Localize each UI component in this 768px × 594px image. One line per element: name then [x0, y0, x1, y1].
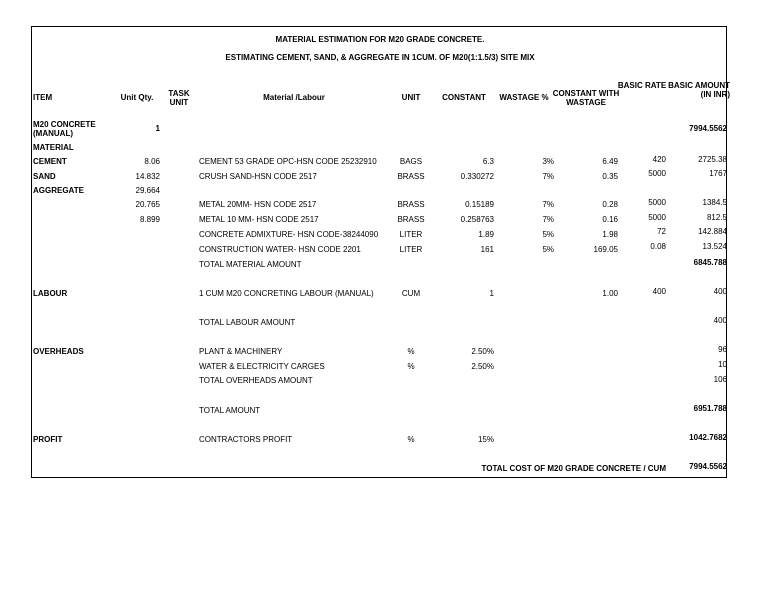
section-material: MATERIAL	[33, 143, 74, 152]
row-item: SAND	[33, 172, 56, 181]
header-constant-with-wastage: CONSTANT WITH WASTAGE	[552, 89, 620, 107]
row-unit: CUM	[401, 289, 421, 298]
row-amount: 812.5	[706, 213, 727, 222]
header-unit: UNIT	[401, 93, 421, 102]
row-constant-wastage: 6.49	[602, 157, 618, 166]
row-amount: 13.524	[702, 242, 727, 251]
row-amount: 1042.7682	[689, 433, 727, 442]
sheet-subtitle: ESTIMATING CEMENT, SAND, & AGGREGATE IN 1CUM. OF M20(1:1.5/3) SITE MIX	[225, 53, 535, 62]
row-rate: 72	[657, 227, 666, 236]
row-amount: 96	[718, 345, 727, 354]
row-amount: 142.884	[698, 227, 727, 236]
row-material: CONTRACTORS PROFIT	[199, 435, 293, 444]
row-constant-wastage: 169.05	[593, 245, 618, 254]
total-amount-label: TOTAL AMOUNT	[199, 406, 261, 415]
row-material: METAL 20MM- HSN CODE 2517	[199, 200, 317, 209]
row-material: CONCRETE ADMIXTURE- HSN CODE-38244090	[199, 230, 379, 239]
row-qty: 8.899	[139, 215, 160, 224]
row-wastage: 3%	[542, 157, 554, 166]
sheet-title: MATERIAL ESTIMATION FOR M20 GRADE CONCRETE.	[275, 35, 485, 44]
row-material: PLANT & MACHINERY	[199, 347, 283, 356]
row-constant: 0.330272	[460, 172, 494, 181]
total-material-label: TOTAL MATERIAL AMOUNT	[199, 260, 302, 269]
row-wastage: 5%	[542, 245, 554, 254]
row-wastage: 5%	[542, 230, 554, 239]
row-constant-wastage: 0.28	[602, 200, 618, 209]
row-rate: 0.08	[650, 242, 666, 251]
row-qty: 20.765	[135, 200, 160, 209]
row-qty: 8.06	[144, 157, 160, 166]
section-overheads: OVERHEADS	[33, 347, 84, 356]
row-rate: 420	[652, 155, 666, 164]
header-basic-amount: BASIC AMOUNT (IN INR)	[668, 81, 730, 99]
row-qty: 14.832	[135, 172, 160, 181]
row-material: 1 CUM M20 CONCRETING LABOUR (MANUAL)	[199, 289, 374, 298]
header-task-unit: TASK UNIT	[168, 89, 190, 107]
row-material: CEMENT 53 GRADE OPC-HSN CODE 25232910	[199, 157, 377, 166]
row-amount: 7994.5562	[689, 124, 727, 133]
row-constant: 2.50%	[471, 362, 494, 371]
row-constant-wastage: 1.00	[602, 289, 618, 298]
row-unit: BRASS	[397, 172, 425, 181]
total-labour-label: TOTAL LABOUR AMOUNT	[199, 318, 296, 327]
row-constant: 6.3	[482, 157, 494, 166]
row-rate: 400	[652, 287, 666, 296]
row-rate: 5000	[648, 213, 666, 222]
row-amount: 2725.38	[698, 155, 727, 164]
row-unit: LITER	[399, 245, 423, 254]
row-unit: BAGS	[399, 157, 423, 166]
header-unit-qty: Unit Qty.	[120, 93, 154, 102]
row-unit: BRASS	[397, 215, 425, 224]
row-constant: 15%	[477, 435, 494, 444]
grand-total-amount: 7994.5562	[689, 462, 727, 471]
row-amount: 1767	[709, 169, 727, 178]
row-constant: 0.15189	[465, 200, 494, 209]
header-basic-rate: BASIC RATE	[617, 81, 667, 90]
row-wastage: 7%	[542, 172, 554, 181]
grand-total-label: TOTAL COST OF M20 GRADE CONCRETE / CUM	[481, 464, 666, 473]
section-labour: LABOUR	[33, 289, 68, 298]
row-unit: LITER	[399, 230, 423, 239]
row-wastage: 7%	[542, 215, 554, 224]
row-qty: 1	[155, 124, 160, 133]
row-qty: 29.664	[135, 186, 160, 195]
section-profit: PROFIT	[33, 435, 63, 444]
row-constant: 1	[489, 289, 494, 298]
row-material: CONSTRUCTION WATER- HSN CODE 2201	[199, 245, 361, 254]
header-item: ITEM	[33, 93, 53, 102]
header-constant: CONSTANT	[442, 93, 486, 102]
row-rate: 5000	[648, 198, 666, 207]
total-overheads-label: TOTAL OVERHEADS AMOUNT	[199, 376, 313, 385]
row-unit: BRASS	[397, 200, 425, 209]
row-material: WATER & ELECTRICITY CARGES	[199, 362, 325, 371]
row-constant-wastage: 1.98	[602, 230, 618, 239]
row-amount: 10	[718, 360, 727, 369]
row-constant: 161	[480, 245, 494, 254]
row-constant: 0.258763	[460, 215, 494, 224]
row-wastage: 7%	[542, 200, 554, 209]
row-material: METAL 10 MM- HSN CODE 2517	[199, 215, 319, 224]
total-material-amount: 6845.788	[693, 258, 727, 267]
header-material-labour: Material /Labour	[263, 93, 325, 102]
total-amount-value: 6951.788	[693, 404, 727, 413]
row-item: AGGREGATE	[33, 186, 84, 195]
row-rate: 5000	[648, 169, 666, 178]
row-constant-wastage: 0.16	[602, 215, 618, 224]
row-constant: 2.50%	[471, 347, 494, 356]
row-amount: 1384.5	[702, 198, 727, 207]
header-wastage: WASTAGE %	[499, 93, 549, 102]
total-overheads-amount: 106	[713, 375, 727, 384]
row-constant: 1.89	[478, 230, 494, 239]
row-amount: 400	[713, 287, 727, 296]
row-unit: %	[407, 362, 415, 371]
row-unit: %	[407, 347, 415, 356]
row-item: CEMENT	[33, 157, 67, 166]
row-item: M20 CONCRETE (MANUAL)	[33, 120, 96, 138]
total-labour-amount: 400	[713, 316, 727, 325]
row-material: CRUSH SAND-HSN CODE 2517	[199, 172, 317, 181]
estimation-sheet	[31, 26, 730, 478]
row-unit: %	[407, 435, 415, 444]
row-constant-wastage: 0.35	[602, 172, 618, 181]
